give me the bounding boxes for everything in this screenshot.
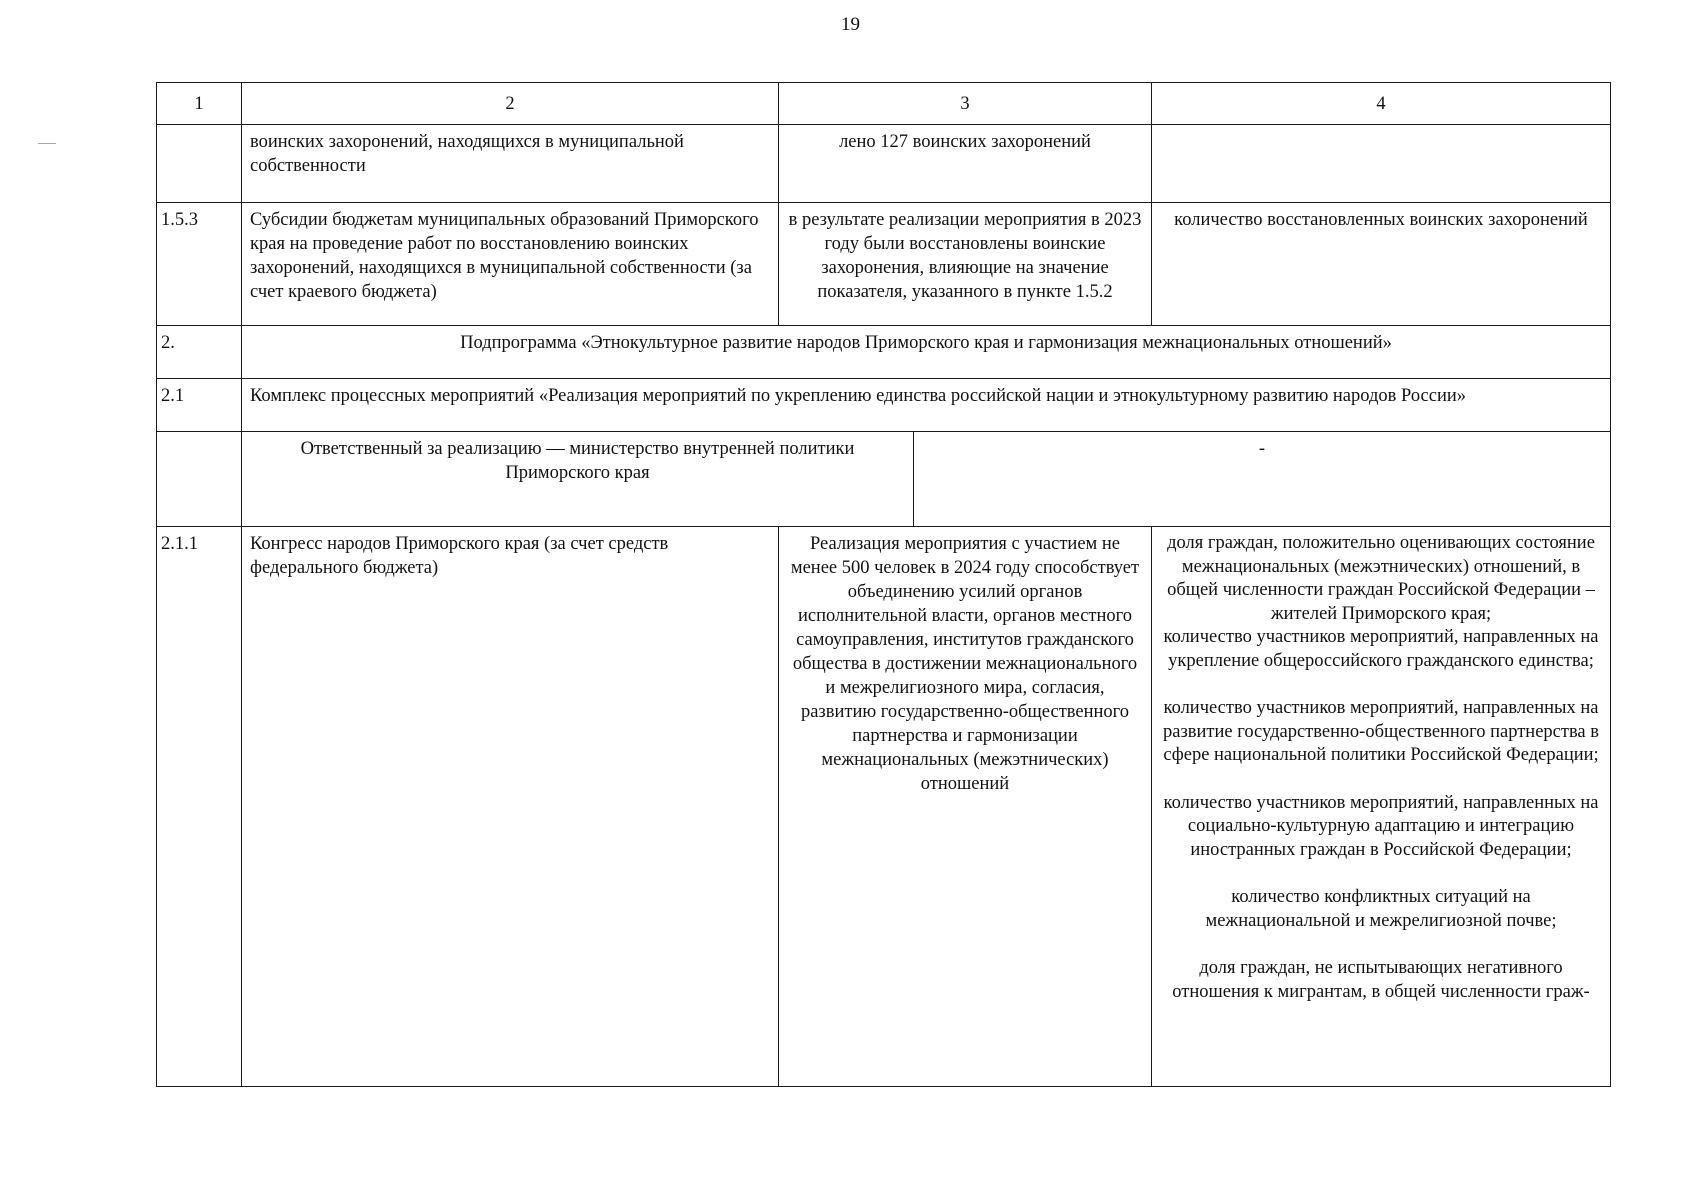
measure-name-cell: Конгресс народов Приморского края (за счет средств федерального бюджета) [242,527,779,1087]
result-cell: Реализация мероприятия с участием не менее 500 человек в 2024 году способствует объединению усилий органов исполнительной власти, органов местного самоуправления, институтов гражданского общества в достижении межнационального и межрелигиозного мира, согласия, развитию государственно-общественного партнерства и гармонизации межнациональных (межэтнических) отношений [779,527,1152,1087]
program-table [156,82,1611,1087]
row-number-cell [157,125,242,203]
scan-edge-mark [38,143,56,144]
subprogram-title: Подпрограмма «Этнокультурное развитие народов Приморского края и гармонизация межнациональных отношений» [242,326,1611,379]
measure-name-cell: Субсидии бюджетам муниципальных образований Приморского края на проведение работ по восстановлению воинских захоронений, находящихся в муниципальной собственности (за счет краевого бюджета) [242,203,779,326]
row-number-cell: 1.5.3 [157,203,242,326]
header-col-1: 1 [157,83,242,125]
responsible-container [242,432,1611,527]
header-row [157,83,1611,125]
responsible-row [157,432,1611,527]
header-col-3: 3 [779,83,1152,125]
subprogram-row [157,326,1611,379]
indicator-item: доля граждан, положительно оценивающих состояние межнациональных (межэтнических) отношений, в общей численности граждан Российской Федерации – жителей Приморского края; [1167,533,1595,624]
indicator-cell [1152,125,1611,203]
paragraph-gap [1160,862,1602,886]
responsible-dash: - [1258,439,1266,459]
indicator-item: доля граждан, не испытывающих негативного отношения к мигрантам, в общей численности граж- [1172,958,1590,1002]
row-number-cell: 2.1.1 [157,527,242,1087]
indicator-item: количество участников мероприятий, направленных на социально-культурную адаптацию и интеграцию иностранных граждан в Российской Федерации; [1163,792,1599,860]
result-cell: лено 127 воинских захоронений [779,125,1152,203]
complex-title: Комплекс процессных мероприятий «Реализация мероприятий по укреплению единства российской нации и этнокультурному развитию народов России» [242,379,1611,432]
paragraph-gap [1160,673,1602,697]
measure-name-cell: воинских захоронений, находящихся в муниципальной собственности [242,125,779,203]
table-row [157,527,1611,1087]
header-col-2: 2 [242,83,779,125]
row-number-cell [157,432,242,527]
result-cell: в результате реализации мероприятия в 2023 году были восстановлены воинские захоронения, влияющие на значение показателя, указанного в пункте 1.5.2 [779,203,1152,326]
complex-row [157,379,1611,432]
header-col-4: 4 [1152,83,1611,125]
page-number: 19 [841,14,860,35]
row-number-cell: 2. [157,326,242,379]
table-row [157,203,1611,326]
indicator-item: количество участников мероприятий, направленных на укрепление общероссийского гражданского единства; [1163,627,1599,671]
paragraph-gap [1160,933,1602,957]
indicator-cell [1152,527,1611,1087]
indicator-item: количество конфликтных ситуаций на межнациональной и межрелигиозной почве; [1205,887,1557,931]
table-row [157,125,1611,203]
indicator-cell: количество восстановленных воинских захоронений [1152,203,1611,326]
responsible-executor: Ответственный за реализацию — министерство внутренней политики Приморского края [242,432,914,526]
paragraph-gap [1160,768,1602,792]
row-number-cell: 2.1 [157,379,242,432]
indicator-item: количество участников мероприятий, направленных на развитие государственно-общественного партнерства в сфере национальной политики Российской Федерации; [1162,698,1600,765]
